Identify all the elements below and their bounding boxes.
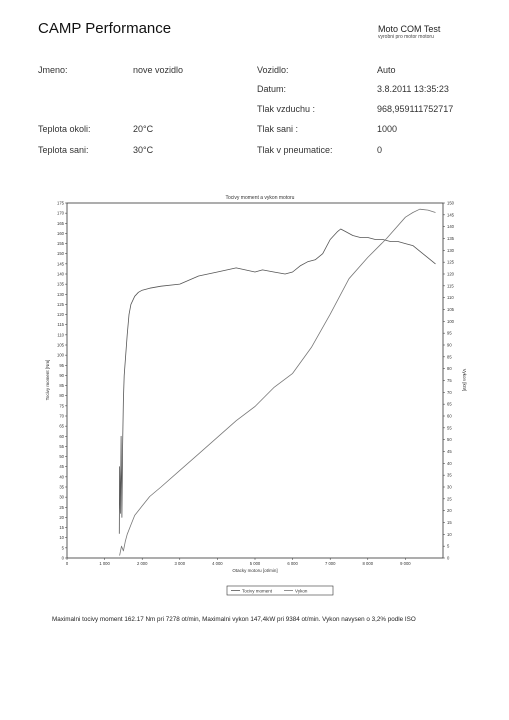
jmeno-label: Jmeno: — [38, 65, 68, 75]
y-left-tick-label: 45 — [59, 464, 64, 470]
y-right-tick-label: 50 — [447, 437, 452, 443]
y-left-tick-label: 15 — [59, 525, 64, 531]
y-right-tick-label: 60 — [447, 413, 452, 419]
x-tick-label: 7 000 — [324, 561, 336, 566]
y-right-tick-label: 85 — [447, 354, 452, 360]
y-left-tick-label: 135 — [57, 281, 64, 287]
y-left-tick-label: 95 — [59, 362, 64, 368]
datum-value: 3.8.2011 13:35:23 — [377, 84, 449, 94]
tlak-pneumatice-value: 0 — [377, 145, 383, 155]
y-right-tick-label: 10 — [447, 531, 452, 537]
footer-note: Maximalni tocivy moment 162.17 Nm pri 7278 ot/min, Maximalni vykon 147,4kW pri 9384 ot/min. Vykon navysen o 3,2% podle ISO — [52, 616, 416, 623]
y-left-tick-label: 75 — [59, 403, 64, 409]
jmeno-value: nove vozidlo — [133, 65, 184, 75]
x-tick-label: 6 000 — [287, 561, 298, 566]
tlak-sani-label: Tlak sani : — [257, 124, 299, 134]
plot-frame — [67, 203, 443, 558]
y-right-tick-label: 105 — [447, 307, 454, 312]
x-axis — [66, 558, 411, 566]
y-right-tick-label: 35 — [447, 472, 452, 478]
x-tick-label: 8 000 — [362, 561, 374, 566]
y-left-tick-label: 5 — [61, 545, 64, 551]
x-tick-label: 3 000 — [174, 561, 186, 566]
y-right-tick-label: 100 — [447, 318, 454, 324]
document-title: Moto COM Test — [378, 24, 441, 34]
torque-series-line — [119, 229, 435, 534]
tlak-vzduchu-label: Tlak vzduchu : — [257, 104, 316, 114]
x-tick-label: 1 000 — [99, 561, 110, 566]
vozidlo-label: Vozidlo: — [257, 65, 289, 75]
x-tick-label: 5 000 — [249, 561, 261, 566]
y-left-tick-label: 50 — [59, 454, 64, 460]
y-left-tick-label: 120 — [57, 312, 64, 318]
y-left-tick-label: 85 — [59, 383, 64, 389]
y-left-tick-label: 30 — [59, 494, 64, 500]
tlak-vzduchu-value: 968,959111752717 — [377, 104, 454, 114]
power-series-line — [120, 209, 436, 555]
y-right-tick-label: 55 — [447, 425, 452, 431]
y-left-tick-label: 105 — [57, 342, 64, 348]
teplota-okoli-label: Teplota okoli: — [38, 124, 91, 134]
tlak-sani-value: 1000 — [377, 124, 398, 134]
y-axis-left — [57, 201, 67, 561]
y-left-tick-label: 125 — [57, 301, 64, 307]
legend-power-label: Vykon — [295, 588, 308, 594]
y-left-tick-label: 40 — [59, 474, 64, 480]
y-right-tick-label: 20 — [447, 508, 452, 514]
y-left-tick-label: 165 — [57, 220, 64, 226]
y-left-tick-label: 140 — [57, 271, 64, 277]
y-axis-right-label: Vykon [kW] — [462, 368, 467, 392]
y-right-tick-label: 90 — [447, 342, 452, 348]
legend-torque-label: Tocivy moment — [242, 588, 273, 594]
y-right-tick-label: 70 — [447, 389, 452, 395]
y-left-tick-label: 100 — [57, 352, 64, 358]
y-left-tick-label: 0 — [61, 555, 64, 561]
teplota-sani-value: 30°C — [133, 145, 154, 155]
y-right-tick-label: 45 — [447, 449, 452, 454]
y-right-tick-label: 135 — [447, 236, 454, 241]
datum-label: Datum: — [257, 84, 287, 94]
y-axis-right — [443, 201, 455, 561]
y-left-tick-label: 175 — [57, 200, 64, 206]
y-right-tick-label: 115 — [447, 283, 454, 289]
document-subtitle: vyrobni pro motor motoru — [378, 34, 434, 40]
vozidlo-value: Auto — [377, 65, 396, 75]
y-right-tick-label: 75 — [447, 378, 452, 383]
tlak-pneumatice-label: Tlak v pneumatice: — [257, 145, 333, 155]
y-left-tick-label: 10 — [59, 535, 64, 541]
x-tick-label: 9 000 — [400, 561, 411, 566]
y-right-tick-label: 15 — [447, 520, 452, 525]
y-left-tick-label: 115 — [57, 322, 64, 328]
y-left-tick-label: 70 — [59, 413, 64, 419]
y-right-tick-label: 120 — [447, 271, 454, 277]
y-right-tick-label: 95 — [447, 330, 452, 336]
company-title: CAMP Performance — [38, 20, 172, 37]
y-left-tick-label: 150 — [57, 251, 64, 257]
chart-legend — [227, 586, 333, 595]
y-left-tick-label: 155 — [57, 241, 64, 247]
y-right-tick-label: 145 — [447, 212, 454, 218]
y-left-tick-label: 170 — [57, 210, 64, 216]
y-left-tick-label: 65 — [59, 423, 64, 429]
y-right-tick-label: 65 — [447, 401, 452, 407]
y-right-tick-label: 140 — [447, 224, 454, 230]
y-right-tick-label: 40 — [447, 460, 452, 466]
x-axis-label: Otacky motoru [ot/min] — [232, 568, 278, 573]
y-left-tick-label: 130 — [57, 291, 64, 297]
y-right-tick-label: 130 — [447, 247, 454, 253]
y-axis-left-label: Tocivy moment [Nm] — [45, 359, 50, 401]
y-right-tick-label: 150 — [447, 200, 454, 206]
y-left-tick-label: 60 — [59, 433, 64, 439]
y-right-tick-label: 125 — [447, 259, 454, 265]
y-left-tick-label: 20 — [59, 514, 64, 520]
y-right-tick-label: 25 — [447, 496, 452, 502]
x-tick-label: 0 — [65, 561, 69, 566]
y-left-tick-label: 90 — [59, 372, 64, 378]
y-right-tick-label: 110 — [447, 295, 454, 301]
y-right-tick-label: 5 — [447, 543, 450, 549]
y-left-tick-label: 160 — [57, 230, 64, 236]
chart-title: Tocivy moment a vykon motoru — [225, 195, 295, 201]
y-right-tick-label: 30 — [447, 484, 452, 490]
y-right-tick-label: 80 — [447, 366, 452, 372]
teplota-okoli-value: 20°C — [133, 124, 154, 134]
y-right-tick-label: 0 — [447, 555, 450, 561]
y-left-tick-label: 110 — [57, 332, 64, 338]
y-left-tick-label: 25 — [59, 504, 64, 510]
teplota-sani-label: Teplota sani: — [38, 145, 89, 155]
y-left-tick-label: 145 — [57, 261, 64, 267]
y-left-tick-label: 55 — [59, 443, 64, 449]
y-left-tick-label: 80 — [59, 393, 64, 399]
y-left-tick-label: 35 — [59, 484, 64, 490]
x-tick-label: 4 000 — [212, 561, 223, 566]
x-tick-label: 2 000 — [136, 561, 148, 566]
